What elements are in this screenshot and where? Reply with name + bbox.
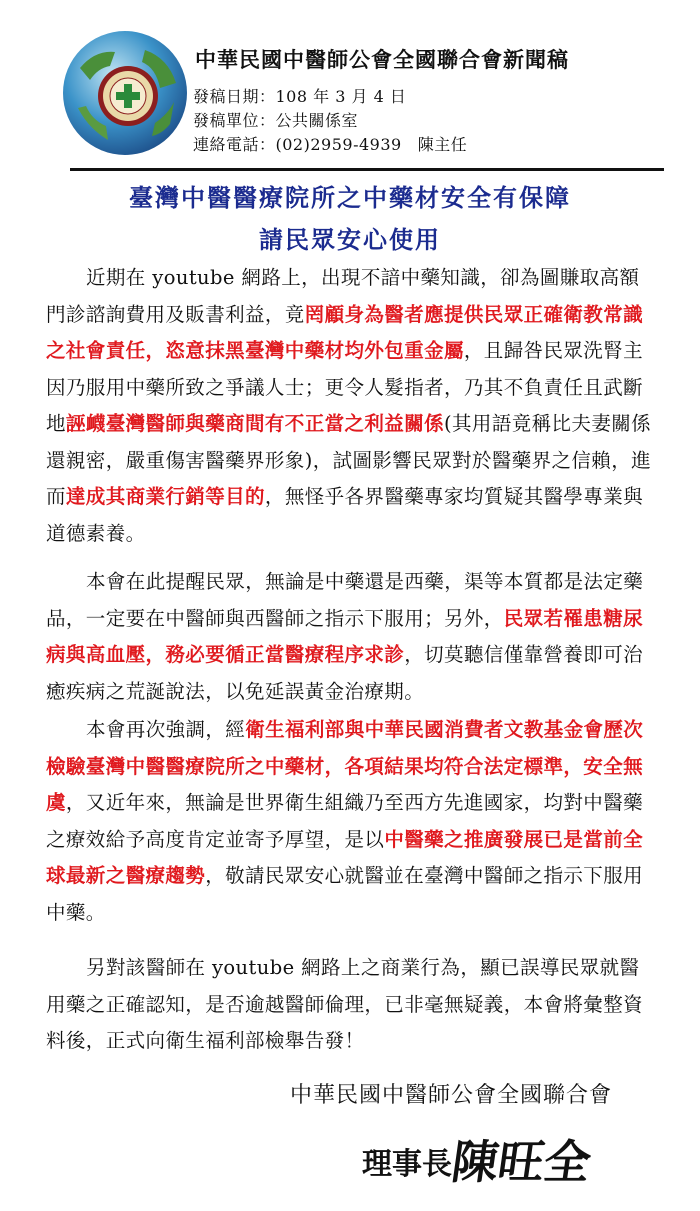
body-text: ，無怪乎各界醫藥專家均質疑其醫學專業與道德素養。: [46, 485, 644, 545]
org-press-title: 中華民國中醫師公會全國聯合會新聞稿: [195, 47, 569, 72]
emphasis-text: 衛生福利部與中華民國消費者文教基金會歷次檢驗臺灣中醫醫療院所之中藥材，各項結果均符合法定標準，安全無虞: [46, 718, 644, 814]
paragraph-2: [46, 564, 654, 710]
contact-info: [193, 132, 467, 155]
body-text: ，且歸咎民眾洗腎主因乃服用中藥所致之爭議人士；更令人髮指者，乃其不負責任且武斷地: [46, 339, 644, 435]
contact-name: 陳主任: [417, 135, 468, 154]
press-release-header: [0, 0, 700, 175]
association-globe-logo: [60, 28, 190, 158]
svg-text:陳旺全: 陳旺全: [448, 1135, 595, 1189]
emphasis-text: 中醫藥之推廣發展已是當前全球最新之醫療趨勢: [46, 827, 644, 887]
headline-line-2: 請民眾安心使用: [259, 225, 441, 254]
body-text: 本會再次強調，經: [86, 718, 246, 741]
body-text: 近期在 youtube 網路上，出現不諳中藥知識，卻為圖賺取高額門診諮詢費用及販書利益，竟: [46, 266, 640, 326]
body-text: (其用語竟稱比夫妻關係還親密，嚴重傷害醫藥界形象)，試圖影響民眾對於醫藥界之信賴，進而: [46, 412, 652, 508]
chairman-signature: [362, 1122, 662, 1192]
emphasis-text: 罔顧身為醫者應提供民眾正確衛教常識之社會責任，恣意抹黑臺灣中藥材均外包重金屬: [46, 302, 644, 362]
paragraph-3: [46, 712, 654, 931]
emphasis-text: 民眾若罹患糖尿病與高血壓，務必要循正當醫療程序求診: [46, 606, 644, 666]
body-text: 本會在此提醒民眾，無論是中藥還是西藥，渠等本質都是法定藥品，一定要在中醫師與西醫師之指示下服用；另外，: [46, 570, 644, 630]
release-unit: 發稿單位：公共關係室: [193, 111, 359, 130]
headline-line-1: 臺灣中醫醫療院所之中藥材安全有保障: [129, 183, 571, 212]
emphasis-text: 達成其商業行銷等目的: [65, 485, 265, 508]
body-text: ，敬請民眾安心就醫並在臺灣中醫師之指示下服用中藥。: [46, 864, 644, 924]
body-text: ，又近年來，無論是世界衛生組織乃至西方先進國家，均對中醫藥之療效給予高度肯定並寄予厚望，是以: [46, 791, 644, 851]
contact-phone: 連絡電話：(02)2959-4939: [193, 135, 402, 154]
header-divider: [70, 168, 664, 171]
paragraph-1: [46, 260, 654, 552]
release-date: 發稿日期：108 年 3 月 4 日: [193, 87, 407, 106]
emphasis-text: 誣衊臺灣醫師與藥商間有不正當之利益關係: [65, 412, 445, 435]
paragraph-4: [46, 950, 654, 1060]
svg-text:理事長: 理事長: [362, 1147, 452, 1182]
body-text: 另對該醫師在 youtube 網路上之商業行為，顯已誤導民眾就醫用藥之正確認知，是否逾越醫師倫理，已非毫無疑義，本會將彙整資料後，正式向衛生福利部檢舉告發！: [46, 956, 644, 1052]
footer-org-name: 中華民國中醫師公會全國聯合會: [290, 1083, 613, 1108]
body-text: ，切莫聽信僅靠營養即可治癒疾病之荒誕說法，以免延誤黃金治療期。: [46, 643, 644, 703]
